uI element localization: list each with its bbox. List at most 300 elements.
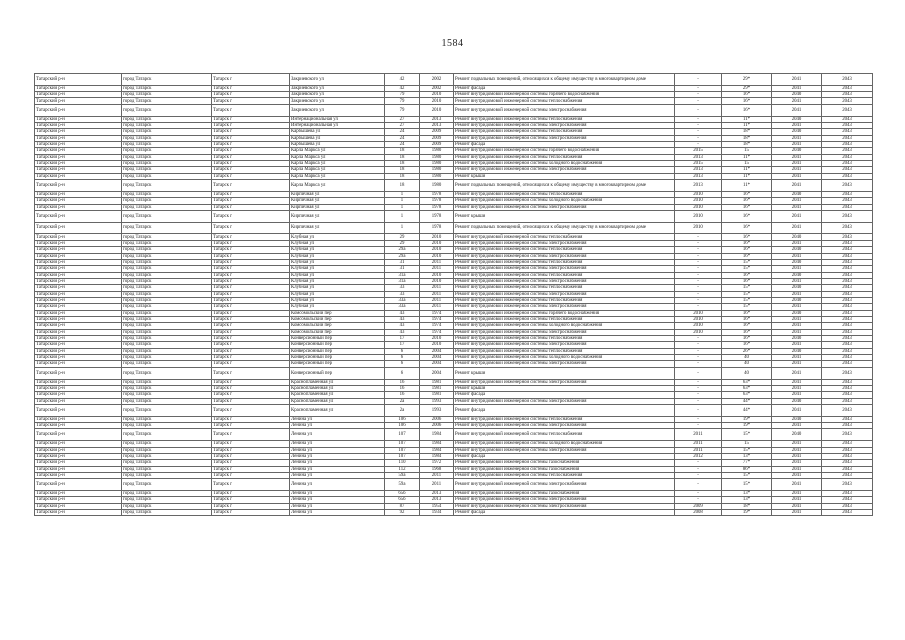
cell-district: Татарский р-н bbox=[35, 398, 122, 404]
cell-y1: 2041 bbox=[772, 198, 822, 204]
cell-y1: 2040 bbox=[772, 92, 822, 98]
cell-street: Краснопламенная ул bbox=[290, 379, 385, 385]
cell-cost: 16* bbox=[722, 210, 772, 222]
cell-work: Ремонт внутридомовой инженерной системы холодного водоснабжения bbox=[454, 161, 675, 167]
cell-y2: 2043 bbox=[822, 416, 873, 422]
cell-house: 6 bbox=[385, 348, 420, 354]
cell-house: 24 bbox=[385, 135, 420, 141]
cell-y1: 2041 bbox=[772, 98, 822, 104]
cell-y2: 2043 bbox=[822, 167, 873, 173]
cell-city: Татарск г bbox=[212, 266, 290, 272]
cell-year: 1993 bbox=[420, 398, 454, 404]
cell-y1: 2040 bbox=[772, 272, 822, 278]
cell-ref: - bbox=[675, 116, 722, 122]
cell-settlement: город Татарск bbox=[122, 355, 212, 361]
cell-y1: 2041 bbox=[772, 329, 822, 335]
cell-work: Ремонт фасада bbox=[454, 404, 675, 416]
cell-ref: 2013 bbox=[675, 167, 722, 173]
cell-ref: - bbox=[675, 291, 722, 297]
cell-district: Татарский р-н bbox=[35, 429, 122, 441]
cell-city: Татарск г bbox=[212, 154, 290, 160]
cell-street: Конверсионный пер bbox=[290, 367, 385, 379]
cell-y2: 2043 bbox=[822, 503, 873, 509]
cell-district: Татарский р-н bbox=[35, 291, 122, 297]
cell-district: Татарский р-н bbox=[35, 385, 122, 391]
cell-ref: - bbox=[675, 297, 722, 303]
cell-cost: 18* bbox=[722, 503, 772, 509]
cell-settlement: город Татарск bbox=[122, 180, 212, 192]
cell-year: 1974 bbox=[420, 310, 454, 316]
cell-street: Клубная ул bbox=[290, 272, 385, 278]
cell-y2: 2043 bbox=[822, 297, 873, 303]
cell-year: 2010 bbox=[420, 247, 454, 253]
cell-y2: 2043 bbox=[822, 148, 873, 154]
cell-house: 1 bbox=[385, 210, 420, 222]
cell-year: 2013 bbox=[420, 497, 454, 503]
cell-house: 33а bbox=[385, 297, 420, 303]
cell-district: Татарский р-н bbox=[35, 253, 122, 259]
cell-y1: 2041 bbox=[772, 222, 822, 234]
cell-year: 1974 bbox=[420, 316, 454, 322]
cell-ref: 2010 bbox=[675, 316, 722, 322]
cell-street: Комсомольский пер bbox=[290, 323, 385, 329]
cell-house: 107 bbox=[385, 447, 420, 453]
cell-city: Татарск г bbox=[212, 367, 290, 379]
cell-street: Конверсионный пер bbox=[290, 342, 385, 348]
cell-ref: - bbox=[675, 85, 722, 91]
cell-cost: 13* bbox=[722, 497, 772, 503]
cell-city: Татарск г bbox=[212, 491, 290, 497]
cell-ref: - bbox=[675, 335, 722, 341]
cell-y2: 2043 bbox=[822, 479, 873, 491]
cell-year: 2004 bbox=[420, 361, 454, 367]
cell-year: 1968 bbox=[420, 466, 454, 472]
cell-cost: 16* bbox=[722, 92, 772, 98]
cell-district: Татарский р-н bbox=[35, 510, 122, 516]
cell-street: Ленина ул bbox=[290, 429, 385, 441]
cell-settlement: город Татарск bbox=[122, 497, 212, 503]
cell-y2: 2043 bbox=[822, 247, 873, 253]
cell-year: 2013 bbox=[420, 116, 454, 122]
cell-cost: 19* bbox=[722, 423, 772, 429]
cell-cost: 63* bbox=[722, 392, 772, 398]
cell-y1: 2041 bbox=[772, 460, 822, 466]
cell-settlement: город Татарск bbox=[122, 122, 212, 128]
cell-y2: 2043 bbox=[822, 142, 873, 148]
cell-cost: 86* bbox=[722, 466, 772, 472]
cell-cost: 29* bbox=[722, 74, 772, 86]
cell-settlement: город Татарск bbox=[122, 466, 212, 472]
cell-city: Татарск г bbox=[212, 291, 290, 297]
cell-street: Клубная ул bbox=[290, 297, 385, 303]
cell-work: Ремонт внутридомовой инженерной системы теплоснабжения bbox=[454, 416, 675, 422]
cell-cost: 15* bbox=[722, 472, 772, 478]
cell-year: 1954 bbox=[420, 503, 454, 509]
cell-settlement: город Татарск bbox=[122, 92, 212, 98]
cell-y2: 2043 bbox=[822, 385, 873, 391]
cell-y1: 2041 bbox=[772, 253, 822, 259]
cell-cost: 15 bbox=[722, 161, 772, 167]
cell-cost: 16* bbox=[722, 234, 772, 240]
cell-y1: 2041 bbox=[772, 104, 822, 116]
cell-ref: - bbox=[675, 367, 722, 379]
cell-house: 18 bbox=[385, 161, 420, 167]
cell-district: Татарский р-н bbox=[35, 285, 122, 291]
cell-street: Ленина ул bbox=[290, 497, 385, 503]
cell-settlement: город Татарск bbox=[122, 167, 212, 173]
cell-y2: 2043 bbox=[822, 222, 873, 234]
cell-y2: 2043 bbox=[822, 510, 873, 516]
cell-settlement: город Татарск bbox=[122, 173, 212, 179]
cell-y2: 2043 bbox=[822, 291, 873, 297]
cell-street: Ленина ул bbox=[290, 491, 385, 497]
cell-year: 1974 bbox=[420, 329, 454, 335]
cell-street: Ленина ул bbox=[290, 472, 385, 478]
cell-district: Татарский р-н bbox=[35, 441, 122, 447]
cell-work: Ремонт фасада bbox=[454, 142, 675, 148]
cell-y1: 2040 bbox=[772, 234, 822, 240]
cell-year: 1981 bbox=[420, 385, 454, 391]
cell-work: Ремонт внутридомовой инженерной системы холодного водоснабжения bbox=[454, 323, 675, 329]
cell-cost: 15 bbox=[722, 441, 772, 447]
cell-house: 1 bbox=[385, 204, 420, 210]
cell-cost: 15* bbox=[722, 447, 772, 453]
cell-city: Татарск г bbox=[212, 253, 290, 259]
cell-settlement: город Татарск bbox=[122, 335, 212, 341]
cell-house: 18 bbox=[385, 173, 420, 179]
cell-city: Татарск г bbox=[212, 335, 290, 341]
cell-ref: - bbox=[675, 472, 722, 478]
cell-cost: 18* bbox=[722, 135, 772, 141]
cell-cost: 16* bbox=[722, 204, 772, 210]
cell-city: Татарск г bbox=[212, 204, 290, 210]
cell-city: Татарск г bbox=[212, 479, 290, 491]
cell-house: 27 bbox=[385, 116, 420, 122]
cell-y1: 2040 bbox=[772, 129, 822, 135]
cell-house: 59а bbox=[385, 472, 420, 478]
cell-year: 2010 bbox=[420, 104, 454, 116]
cell-work: Ремонт внутридомовой инженерной системы холодного водоснабжения bbox=[454, 355, 675, 361]
cell-street: Клубная ул bbox=[290, 247, 385, 253]
cell-city: Татарск г bbox=[212, 355, 290, 361]
cell-street: Комсомольский пер bbox=[290, 310, 385, 316]
cell-work: Ремонт внутридомовой инженерной системы электроснабжения bbox=[454, 167, 675, 173]
cell-district: Татарский р-н bbox=[35, 74, 122, 86]
cell-year: 2006 bbox=[420, 416, 454, 422]
cell-ref: - bbox=[675, 460, 722, 466]
cell-y2: 2043 bbox=[822, 348, 873, 354]
cell-ref: - bbox=[675, 129, 722, 135]
cell-work: Ремонт внутридомовой инженерной системы теплоснабжения bbox=[454, 116, 675, 122]
cell-ref: - bbox=[675, 361, 722, 367]
cell-cost: 11* bbox=[722, 154, 772, 160]
cell-ref: 2010 bbox=[675, 323, 722, 329]
cell-district: Татарский р-н bbox=[35, 198, 122, 204]
cell-ref: 2013 bbox=[675, 180, 722, 192]
cell-y2: 2043 bbox=[822, 367, 873, 379]
cell-district: Татарский р-н bbox=[35, 491, 122, 497]
cell-work: Ремонт внутридомовой инженерной системы электроснабжения bbox=[454, 240, 675, 246]
cell-house: 43 bbox=[385, 310, 420, 316]
cell-work: Ремонт подвальных помещений, относящихся к общему имуществу в многоквартирном доме bbox=[454, 180, 675, 192]
cell-y2: 2043 bbox=[822, 423, 873, 429]
cell-y2: 2043 bbox=[822, 253, 873, 259]
cell-ref: - bbox=[675, 253, 722, 259]
cell-district: Татарский р-н bbox=[35, 148, 122, 154]
cell-y1: 2041 bbox=[772, 510, 822, 516]
cell-house: 107 bbox=[385, 429, 420, 441]
cell-y2: 2043 bbox=[822, 453, 873, 459]
cell-y1: 2041 bbox=[772, 361, 822, 367]
cell-cost: 15* bbox=[722, 259, 772, 265]
cell-work: Ремонт крыши bbox=[454, 173, 675, 179]
cell-y1: 2041 bbox=[772, 291, 822, 297]
cell-house: 33 bbox=[385, 291, 420, 297]
cell-work: Ремонт внутридомовой инженерной системы электроснабжения bbox=[454, 266, 675, 272]
cell-y1: 2041 bbox=[772, 466, 822, 472]
cell-cost: 16* bbox=[722, 247, 772, 253]
cell-street: Клубная ул bbox=[290, 240, 385, 246]
cell-house: 17 bbox=[385, 342, 420, 348]
cell-city: Татарск г bbox=[212, 285, 290, 291]
cell-work: Ремонт внутридомовой инженерной системы теплоснабжения bbox=[454, 272, 675, 278]
cell-city: Татарск г bbox=[212, 74, 290, 86]
cell-cost: 15* bbox=[722, 291, 772, 297]
cell-house: 31 bbox=[385, 266, 420, 272]
cell-cost: 16* bbox=[722, 310, 772, 316]
cell-house: 92 bbox=[385, 510, 420, 516]
cell-y1: 2041 bbox=[772, 497, 822, 503]
cell-house: 42 bbox=[385, 74, 420, 86]
cell-y1: 2041 bbox=[772, 342, 822, 348]
cell-cost: 16* bbox=[722, 342, 772, 348]
cell-settlement: город Татарск bbox=[122, 491, 212, 497]
cell-y1: 2041 bbox=[772, 491, 822, 497]
cell-city: Татарск г bbox=[212, 129, 290, 135]
cell-work: Ремонт внутридомовой инженерной системы теплоснабжения bbox=[454, 348, 675, 354]
cell-district: Татарский р-н bbox=[35, 503, 122, 509]
cell-cost: 11* bbox=[722, 116, 772, 122]
cell-ref: - bbox=[675, 491, 722, 497]
cell-house: 6 bbox=[385, 367, 420, 379]
cell-cost: 16* bbox=[722, 98, 772, 104]
cell-street: Кирпичная ул bbox=[290, 222, 385, 234]
cell-street: Конверсионный пер bbox=[290, 348, 385, 354]
cell-y2: 2043 bbox=[822, 329, 873, 335]
cell-cost: 18* bbox=[722, 129, 772, 135]
cell-ref: 2010 bbox=[675, 198, 722, 204]
cell-settlement: город Татарск bbox=[122, 361, 212, 367]
cell-city: Татарск г bbox=[212, 441, 290, 447]
cell-y2: 2043 bbox=[822, 278, 873, 284]
cell-work: Ремонт внутридомовой инженерной системы холодного водоснабжения bbox=[454, 441, 675, 447]
cell-cost: 15* bbox=[722, 266, 772, 272]
cell-settlement: город Татарск bbox=[122, 191, 212, 197]
cell-ref: 2013 bbox=[675, 173, 722, 179]
cell-city: Татарск г bbox=[212, 429, 290, 441]
cell-city: Татарск г bbox=[212, 304, 290, 310]
cell-y1: 2041 bbox=[772, 323, 822, 329]
cell-work: Ремонт внутридомовой инженерной системы газоснабжения bbox=[454, 491, 675, 497]
cell-y2: 2043 bbox=[822, 404, 873, 416]
cell-street: Карла Маркса ул bbox=[290, 148, 385, 154]
cell-y2: 2043 bbox=[822, 129, 873, 135]
cell-ref: - bbox=[675, 104, 722, 116]
cell-city: Татарск г bbox=[212, 510, 290, 516]
cell-year: 2010 bbox=[420, 240, 454, 246]
cell-street: Краснопламенная ул bbox=[290, 385, 385, 391]
cell-district: Татарский р-н bbox=[35, 297, 122, 303]
cell-house: 65б bbox=[385, 491, 420, 497]
cell-year: 2010 bbox=[420, 342, 454, 348]
cell-work: Ремонт фасада bbox=[454, 453, 675, 459]
cell-settlement: город Татарск bbox=[122, 429, 212, 441]
cell-year: 2009 bbox=[420, 142, 454, 148]
cell-ref: 2010 bbox=[675, 204, 722, 210]
cell-ref: - bbox=[675, 423, 722, 429]
cell-year: 1993 bbox=[420, 404, 454, 416]
cell-work: Ремонт фасада bbox=[454, 510, 675, 516]
cell-house: 43 bbox=[385, 323, 420, 329]
cell-city: Татарск г bbox=[212, 234, 290, 240]
cell-house: 24 bbox=[385, 129, 420, 135]
cell-year: 1980 bbox=[420, 161, 454, 167]
cell-year: 2013 bbox=[420, 491, 454, 497]
cell-y1: 2041 bbox=[772, 367, 822, 379]
cell-y1: 2040 bbox=[772, 416, 822, 422]
cell-district: Татарский р-н bbox=[35, 416, 122, 422]
cell-work: Ремонт крыши bbox=[454, 367, 675, 379]
cell-settlement: город Татарск bbox=[122, 423, 212, 429]
table-row bbox=[35, 404, 873, 416]
cell-cost: 15* bbox=[722, 304, 772, 310]
cell-street: Кирпичная ул bbox=[290, 198, 385, 204]
cell-y1: 2041 bbox=[772, 240, 822, 246]
cell-y1: 2040 bbox=[772, 398, 822, 404]
cell-ref: 2010 bbox=[675, 210, 722, 222]
cell-ref: - bbox=[675, 342, 722, 348]
cell-street: Карла Маркса ул bbox=[290, 167, 385, 173]
cell-city: Татарск г bbox=[212, 122, 290, 128]
cell-district: Татарский р-н bbox=[35, 180, 122, 192]
cell-y1: 2040 bbox=[772, 429, 822, 441]
cell-settlement: город Татарск bbox=[122, 240, 212, 246]
cell-y1: 2041 bbox=[772, 472, 822, 478]
cell-city: Татарск г bbox=[212, 423, 290, 429]
table-row bbox=[35, 429, 873, 441]
cell-year: 1972 bbox=[420, 460, 454, 466]
cell-city: Татарск г bbox=[212, 191, 290, 197]
cell-settlement: город Татарск bbox=[122, 247, 212, 253]
cell-district: Татарский р-н bbox=[35, 266, 122, 272]
cell-settlement: город Татарск bbox=[122, 148, 212, 154]
cell-work: Ремонт внутридомовой инженерной системы холодного водоснабжения bbox=[454, 198, 675, 204]
cell-city: Татарск г bbox=[212, 348, 290, 354]
cell-year: 2011 bbox=[420, 266, 454, 272]
cell-work: Ремонт внутридомовой инженерной системы теплоснабжения bbox=[454, 259, 675, 265]
cell-house: 29а bbox=[385, 253, 420, 259]
cell-city: Татарск г bbox=[212, 316, 290, 322]
cell-y2: 2043 bbox=[822, 355, 873, 361]
cell-house: 87 bbox=[385, 503, 420, 509]
cell-street: Конверсионный пер bbox=[290, 355, 385, 361]
cell-district: Татарский р-н bbox=[35, 204, 122, 210]
cell-ref: - bbox=[675, 266, 722, 272]
cell-house: 59а bbox=[385, 479, 420, 491]
cell-settlement: город Татарск bbox=[122, 198, 212, 204]
cell-year: 2010 bbox=[420, 272, 454, 278]
cell-cost: 15 bbox=[722, 148, 772, 154]
cell-district: Татарский р-н bbox=[35, 423, 122, 429]
cell-y1: 2040 bbox=[772, 191, 822, 197]
cell-y1: 2041 bbox=[772, 392, 822, 398]
cell-settlement: город Татарск bbox=[122, 291, 212, 297]
cell-settlement: город Татарск bbox=[122, 398, 212, 404]
page-number: 1584 bbox=[441, 38, 464, 49]
cell-house: 110 bbox=[385, 460, 420, 466]
cell-cost: 16* bbox=[722, 240, 772, 246]
cell-work: Ремонт подвальных помещений, относящихся к общему имуществу в многоквартирном доме bbox=[454, 74, 675, 86]
cell-district: Татарский р-н bbox=[35, 278, 122, 284]
cell-work: Ремонт внутридомовой инженерной системы теплоснабжения bbox=[454, 297, 675, 303]
cell-house: 106 bbox=[385, 423, 420, 429]
cell-cost: 16* bbox=[722, 316, 772, 322]
cell-work: Ремонт внутридомовой инженерной системы теплоснабжения bbox=[454, 234, 675, 240]
cell-street: Закриевского ул bbox=[290, 104, 385, 116]
cell-ref: - bbox=[675, 285, 722, 291]
cell-settlement: город Татарск bbox=[122, 74, 212, 86]
cell-y2: 2043 bbox=[822, 154, 873, 160]
cell-district: Татарский р-н bbox=[35, 361, 122, 367]
cell-district: Татарский р-н bbox=[35, 247, 122, 253]
cell-cost: 16* bbox=[722, 198, 772, 204]
cell-cost: 63* bbox=[722, 379, 772, 385]
cell-year: 1978 bbox=[420, 210, 454, 222]
cell-ref: - bbox=[675, 278, 722, 284]
cell-district: Татарский р-н bbox=[35, 122, 122, 128]
cell-district: Татарский р-н bbox=[35, 135, 122, 141]
cell-district: Татарский р-н bbox=[35, 92, 122, 98]
cell-city: Татарск г bbox=[212, 278, 290, 284]
cell-house: 31 bbox=[385, 259, 420, 265]
cell-city: Татарск г bbox=[212, 361, 290, 367]
cell-street: Карла Маркса ул bbox=[290, 154, 385, 160]
cell-house: 18 bbox=[385, 180, 420, 192]
cell-y1: 2041 bbox=[772, 180, 822, 192]
cell-y2: 2043 bbox=[822, 104, 873, 116]
cell-ref: - bbox=[675, 304, 722, 310]
cell-year: 2004 bbox=[420, 348, 454, 354]
cell-settlement: город Татарск bbox=[122, 379, 212, 385]
cell-y2: 2043 bbox=[822, 191, 873, 197]
cell-cost: 40 bbox=[722, 355, 772, 361]
cell-city: Татарск г bbox=[212, 198, 290, 204]
cell-year: 2010 bbox=[420, 234, 454, 240]
cell-y2: 2043 bbox=[822, 310, 873, 316]
table-row bbox=[35, 74, 873, 86]
cell-house: 2а bbox=[385, 398, 420, 404]
cell-street: Клубная ул bbox=[290, 304, 385, 310]
cell-street: Закриевского ул bbox=[290, 92, 385, 98]
cell-street: Закриевского ул bbox=[290, 98, 385, 104]
cell-cost: 26* bbox=[722, 348, 772, 354]
cell-y1: 2041 bbox=[772, 278, 822, 284]
cell-y1: 2041 bbox=[772, 316, 822, 322]
cell-y2: 2043 bbox=[822, 266, 873, 272]
cell-house: 43 bbox=[385, 329, 420, 335]
cell-city: Татарск г bbox=[212, 98, 290, 104]
cell-year: 1978 bbox=[420, 204, 454, 210]
